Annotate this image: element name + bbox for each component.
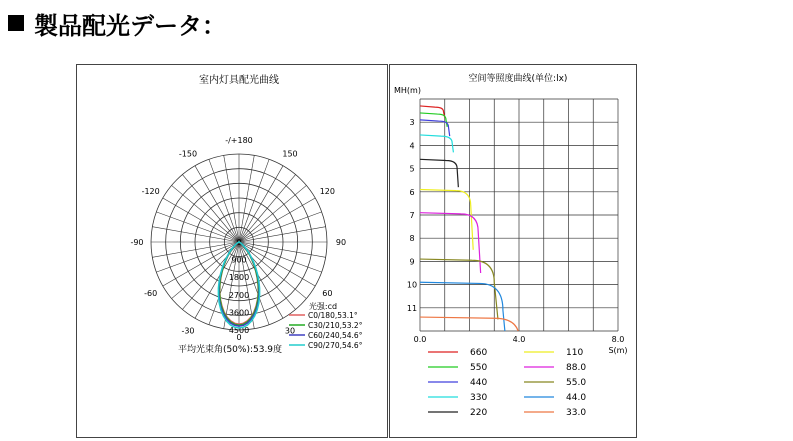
isolux-ytick: 9 xyxy=(409,257,415,267)
page-heading xyxy=(8,6,226,40)
square-bullet-icon xyxy=(8,15,24,31)
isolux-ytick: 10 xyxy=(406,280,418,290)
polar-title: 室内灯具配光曲线 xyxy=(199,75,279,86)
polar-angle-label: -90 xyxy=(130,238,144,247)
polar-distribution-chart xyxy=(77,65,387,437)
isolux-xtick: 8.0 xyxy=(611,335,625,344)
heading-text: 製品配光データ： xyxy=(34,10,226,40)
isolux-series-line xyxy=(420,106,445,118)
isolux-curves xyxy=(420,106,523,366)
isolux-legend-label: 330 xyxy=(470,393,488,403)
polar-radial-tick: 0 xyxy=(236,238,242,247)
isolux-legend-label: 660 xyxy=(470,348,488,358)
isolux-series-line xyxy=(420,159,458,187)
polar-angle-label: -60 xyxy=(144,289,158,298)
polar-radial-tick: 1800 xyxy=(228,273,250,283)
isolux-xlabel: S(m) xyxy=(608,346,628,355)
isolux-chart xyxy=(390,65,636,437)
polar-angle-label: 90 xyxy=(335,238,347,247)
polar-legend-label: C60/240,54.6° xyxy=(308,331,363,340)
polar-radial-tick: 3600 xyxy=(228,308,250,318)
polar-angle-label: -150 xyxy=(178,149,198,159)
polar-angle-label: -30 xyxy=(181,326,195,336)
polar-angle-label-zero: 0 xyxy=(236,333,242,342)
isolux-series-line xyxy=(420,282,507,349)
isolux-ytick: 8 xyxy=(409,234,415,244)
polar-angle-label: 120 xyxy=(319,187,335,196)
isolux-legend-label: 220 xyxy=(470,408,488,418)
isolux-xtick: 4.0 xyxy=(512,335,526,344)
isolux-legend-label: 44.0 xyxy=(566,393,587,403)
isolux-series-line xyxy=(420,135,453,152)
isolux-ytick: 7 xyxy=(409,211,415,220)
polar-legend-label: C30/210,53.2° xyxy=(308,321,363,330)
polar-legend-label: C0/180,53.1° xyxy=(308,311,358,320)
polar-radial-tick: 4500 xyxy=(228,326,250,335)
polar-angle-label: -/+180 xyxy=(225,136,253,145)
polar-angle-label: 30 xyxy=(284,326,296,336)
isolux-chart-panel xyxy=(389,64,637,438)
isolux-series-line xyxy=(420,317,523,366)
isolux-xtick: 0.0 xyxy=(413,335,427,344)
polar-radial-tick: 900 xyxy=(231,255,247,265)
isolux-legend-label: 33.0 xyxy=(566,408,587,418)
polar-radial-tick: 2700 xyxy=(228,290,250,300)
polar-angle-label: 150 xyxy=(282,149,298,159)
polar-chart-panel xyxy=(76,64,388,438)
isolux-ytick: 4 xyxy=(409,141,415,151)
polar-angle-label: 60 xyxy=(322,289,333,298)
isolux-legend-label: 55.0 xyxy=(566,378,587,388)
polar-footer: 平均光束角(50%):53.9度 xyxy=(177,345,283,355)
isolux-series-line xyxy=(420,189,473,249)
polar-angle-label: -120 xyxy=(141,187,160,196)
isolux-ylabel: MH(m) xyxy=(394,86,421,95)
isolux-ytick: 6 xyxy=(409,187,415,197)
isolux-legend-label: 110 xyxy=(566,348,584,358)
isolux-legend-label: 440 xyxy=(470,378,488,388)
isolux-ytick: 5 xyxy=(409,164,415,174)
polar-unit-label: 光强:cd xyxy=(308,302,338,311)
isolux-ytick: 11 xyxy=(406,303,418,313)
isolux-series-line xyxy=(420,259,498,319)
polar-legend-label: C90/270,54.6° xyxy=(308,341,363,350)
isolux-ytick: 3 xyxy=(409,118,415,128)
isolux-legend-label: 88.0 xyxy=(566,363,587,373)
isolux-legend-label: 550 xyxy=(470,363,488,373)
isolux-title: 空间等照度曲线(单位:lx) xyxy=(468,74,568,84)
